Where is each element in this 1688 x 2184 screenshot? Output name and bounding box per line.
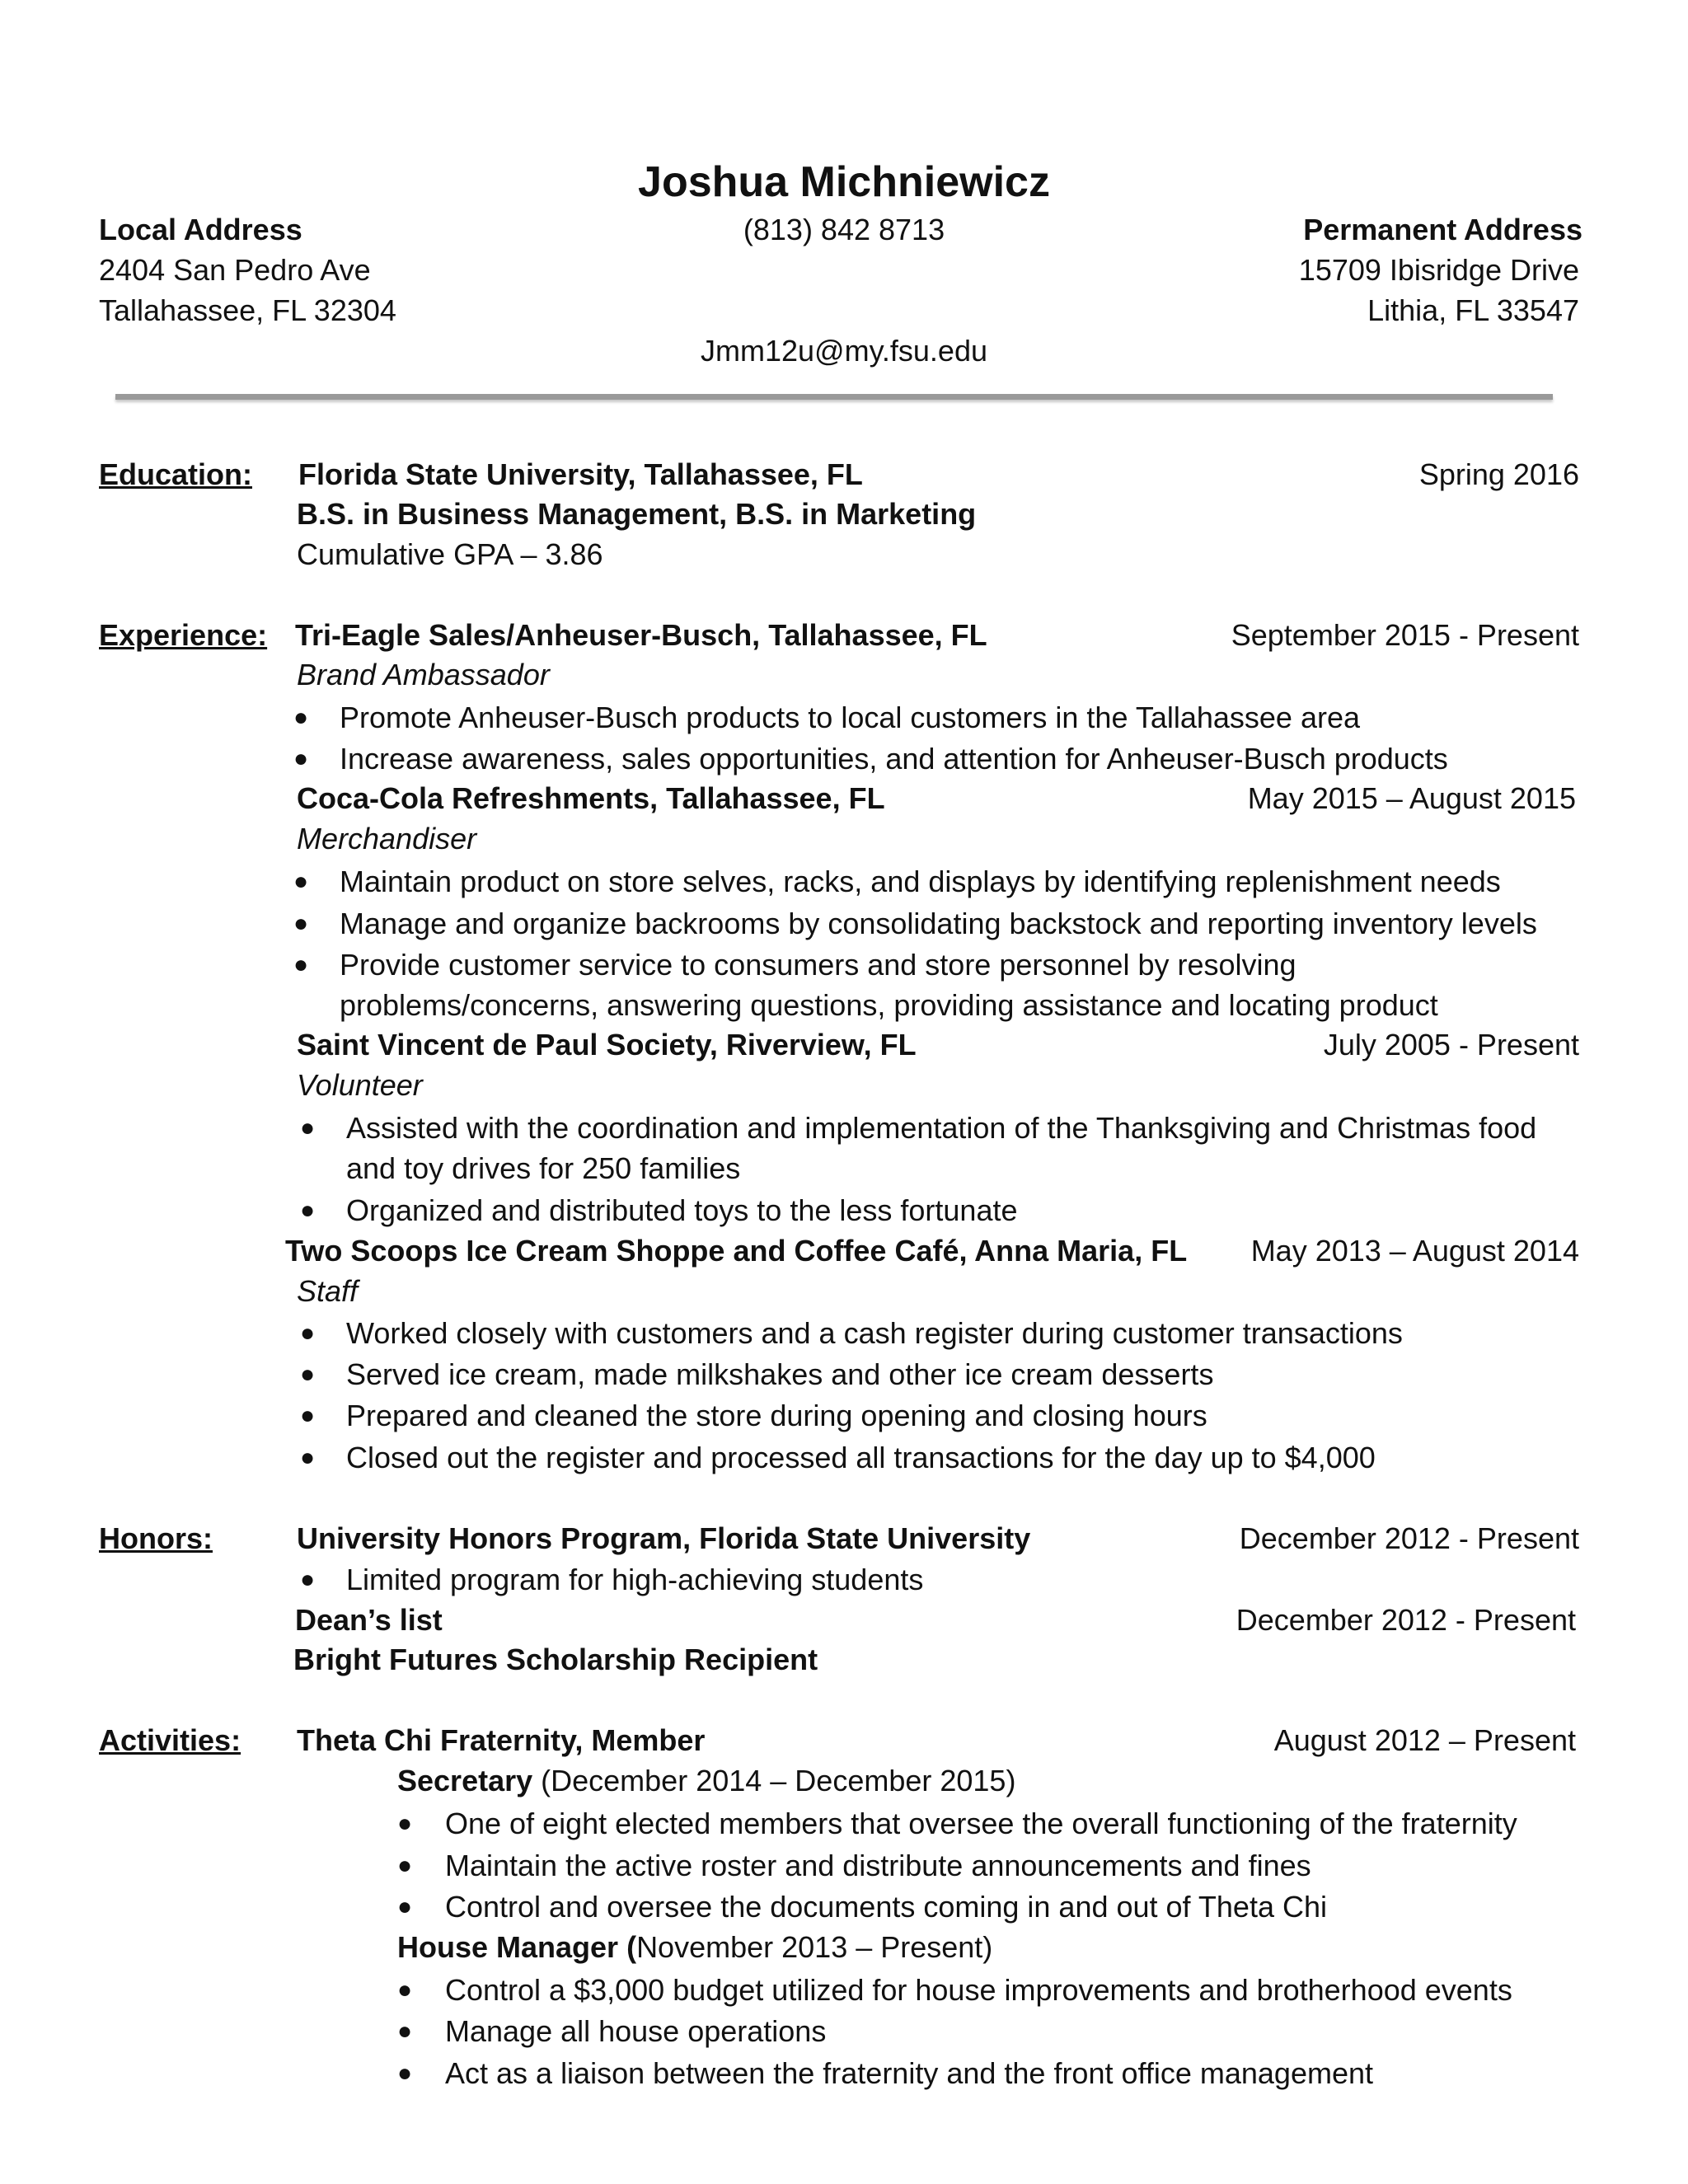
activity-role-house-manager [397, 1929, 992, 1965]
email-address[interactable]: Jmm12u@my.fsu.edu [701, 334, 987, 368]
honor-date: December 2012 - Present [1239, 1521, 1579, 1555]
job-role: Staff [297, 1274, 359, 1308]
job-bullet-continuation: and toy drives for 250 families [346, 1151, 741, 1185]
phone-number: (813) 842 8713 [743, 213, 945, 246]
activities-heading: Activities: [99, 1723, 241, 1757]
job-bullet: Closed out the register and processed all transactions for the day up to $4,000 [346, 1441, 1376, 1474]
honor-title: University Honors Program, Florida State University [297, 1521, 1031, 1555]
bullet-icon: ● [293, 951, 309, 978]
bullet-icon: ● [293, 745, 309, 772]
education-degree: B.S. in Business Management, B.S. in Marketing [297, 497, 977, 531]
job-bullet: Manage and organize backrooms by consolidating backstock and reporting inventory levels [340, 907, 1537, 940]
education-heading: Education: [99, 457, 252, 491]
job-bullet: Prepared and cleaned the store during opening and closing hours [346, 1399, 1207, 1432]
bullet-icon: ● [397, 2018, 413, 2045]
bullet-icon: ● [300, 1114, 316, 1141]
job-bullet: Provide customer service to consumers and store personnel by resolving [340, 948, 1296, 982]
bullet-icon: ● [293, 910, 309, 937]
bullet-icon: ● [300, 1319, 316, 1347]
permanent-address-line1: 15709 Ibisridge Drive [1298, 253, 1579, 287]
education-school: Florida State University, Tallahassee, FL [298, 457, 863, 491]
honors-heading: Honors: [99, 1521, 213, 1555]
job-bullet: Promote Anheuser-Busch products to local customers in the Tallahassee area [340, 701, 1361, 734]
activity-role-period: (December 2014 – December 2015) [532, 1764, 1016, 1797]
honor-title: Bright Futures Scholarship Recipient [293, 1643, 818, 1676]
bullet-icon: ● [397, 1893, 413, 1920]
permanent-address-line2: Lithia, FL 33547 [1367, 293, 1579, 327]
activity-bullet: Maintain the active roster and distribute announcements and fines [445, 1849, 1311, 1882]
header-divider [115, 394, 1553, 400]
bullet-icon: ● [300, 1361, 316, 1388]
local-address-line2: Tallahassee, FL 32304 [99, 293, 396, 327]
bullet-icon: ● [397, 1976, 413, 2004]
job-org: Tri-Eagle Sales/Anheuser-Busch, Tallahassee, FL [295, 618, 987, 652]
education-date: Spring 2016 [1418, 457, 1579, 491]
activity-role-secretary [397, 1763, 1015, 1798]
education-gpa: Cumulative GPA – 3.86 [297, 537, 603, 571]
activity-role-title: House Manager ( [397, 1930, 637, 1964]
activity-date: August 2012 – Present [1273, 1723, 1576, 1757]
bullet-icon: ● [300, 1197, 316, 1224]
job-bullet-continuation: problems/concerns, answering questions, providing assistance and locating product [340, 988, 1438, 1022]
local-address-label: Local Address [99, 213, 302, 246]
job-org: Two Scoops Ice Cream Shoppe and Coffee Café, Anna Maria, FL [285, 1234, 1188, 1268]
job-bullet: Assisted with the coordination and implementation of the Thanksgiving and Christmas food [346, 1111, 1537, 1145]
activity-role-title: Secretary [397, 1764, 533, 1797]
bullet-icon: ● [300, 1402, 316, 1429]
honor-title: Dean’s list [295, 1603, 443, 1637]
job-date: May 2013 – August 2014 [1250, 1234, 1579, 1268]
job-bullet: Worked closely with customers and a cash register during customer transactions [346, 1316, 1403, 1350]
activity-org: Theta Chi Fraternity, Member [297, 1723, 706, 1757]
job-org: Saint Vincent de Paul Society, Riverview, FL [297, 1028, 917, 1062]
resume-name: Joshua Michniewicz [638, 158, 1050, 206]
job-bullet: Organized and distributed toys to the less fortunate [346, 1193, 1018, 1227]
job-bullet: Increase awareness, sales opportunities, and attention for Anheuser-Busch products [340, 742, 1448, 776]
experience-heading: Experience: [99, 618, 268, 652]
activity-role-period: November 2013 – Present) [636, 1930, 993, 1964]
honor-bullet: Limited program for high-achieving students [346, 1563, 924, 1596]
activity-bullet: Manage all house operations [445, 2014, 827, 2048]
permanent-address-label: Permanent Address [1303, 213, 1582, 246]
bullet-icon: ● [300, 1566, 316, 1593]
job-date: May 2015 – August 2015 [1247, 781, 1576, 815]
activity-bullet: Act as a liaison between the fraternity and the front office management [445, 2056, 1374, 2090]
bullet-icon: ● [397, 2060, 413, 2087]
local-address-line1: 2404 San Pedro Ave [99, 253, 371, 287]
job-role: Volunteer [297, 1068, 423, 1102]
job-role: Brand Ambassador [297, 658, 550, 691]
job-date: July 2005 - Present [1323, 1028, 1579, 1062]
honor-date: December 2012 - Present [1236, 1603, 1576, 1637]
job-date: September 2015 - Present [1231, 618, 1579, 652]
bullet-icon: ● [293, 704, 309, 731]
activity-bullet: Control a $3,000 budget utilized for house improvements and brotherhood events [445, 1973, 1512, 2007]
job-bullet: Served ice cream, made milkshakes and other ice cream desserts [346, 1357, 1214, 1391]
bullet-icon: ● [397, 1810, 413, 1837]
job-role: Merchandiser [297, 822, 477, 855]
bullet-icon: ● [300, 1444, 316, 1471]
job-org: Coca-Cola Refreshments, Tallahassee, FL [297, 781, 885, 815]
bullet-icon: ● [397, 1852, 413, 1879]
activity-bullet: Control and oversee the documents coming in and out of Theta Chi [445, 1890, 1327, 1924]
activity-bullet: One of eight elected members that oversee the overall functioning of the fraternity [445, 1807, 1517, 1840]
job-bullet: Maintain product on store selves, racks, and displays by identifying replenishment needs [340, 865, 1501, 898]
bullet-icon: ● [293, 868, 309, 895]
